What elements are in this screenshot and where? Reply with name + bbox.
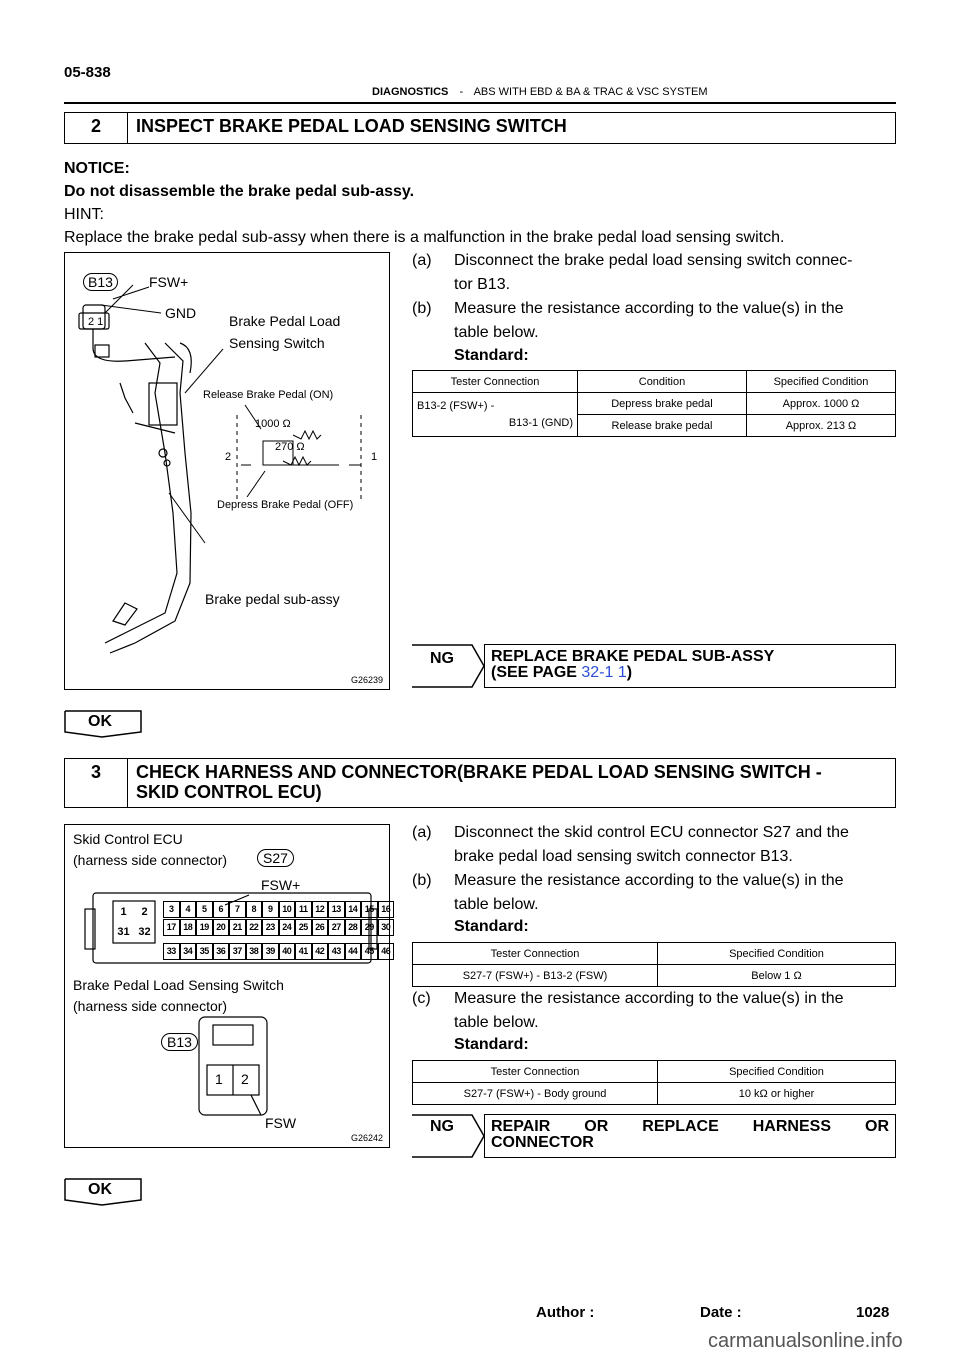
pin: 3 bbox=[163, 901, 180, 918]
ng-tag bbox=[412, 1114, 472, 1158]
table-cell-connection: S27-7 (FSW+) - B13-2 (FSW) bbox=[413, 965, 658, 987]
step-3-header bbox=[64, 758, 896, 808]
step-3c-text: Measure the resistance according to the value(s) in the bbox=[454, 990, 844, 1007]
resistor-1000-label: 1000 Ω bbox=[255, 418, 291, 430]
release-label: Release Brake Pedal (ON) bbox=[203, 389, 334, 401]
pin: 23 bbox=[262, 919, 279, 936]
pin: 17 bbox=[163, 919, 180, 936]
pin: 10 bbox=[279, 901, 296, 918]
b13-pin-2: 2 bbox=[241, 1071, 249, 1087]
step-3b-cont: table below. bbox=[454, 896, 539, 913]
pin: 41 bbox=[295, 943, 312, 960]
pin: 26 bbox=[312, 919, 329, 936]
step-3b-letter: (b) bbox=[412, 872, 432, 889]
footer-page-number: 1028 bbox=[856, 1304, 890, 1321]
notice-text: Do not disassemble the brake pedal sub-assy. bbox=[64, 183, 415, 200]
pin: 32 bbox=[138, 926, 151, 938]
th-condition: Condition bbox=[578, 371, 747, 393]
b13-pin-1: 1 bbox=[215, 1071, 223, 1087]
pin: 20 bbox=[213, 919, 230, 936]
pin: 46 bbox=[378, 943, 395, 960]
pin: 44 bbox=[345, 943, 362, 960]
fsw-label: FSW bbox=[265, 1115, 297, 1131]
pin: 33 bbox=[163, 943, 180, 960]
pin-1-label: 1 bbox=[371, 451, 378, 463]
pin: 14 bbox=[345, 901, 362, 918]
th-specified-condition: Specified Condition bbox=[658, 943, 896, 965]
ng-label: NG bbox=[430, 1118, 454, 1135]
pin: 13 bbox=[328, 901, 345, 918]
spec-table-step3b bbox=[412, 942, 896, 987]
pin: 25 bbox=[295, 919, 312, 936]
step-2-header bbox=[64, 112, 896, 144]
pin: 39 bbox=[262, 943, 279, 960]
connector-b13-label-2: B13 bbox=[161, 1033, 198, 1051]
figure-connectors bbox=[64, 824, 390, 1148]
pin: 29 bbox=[361, 919, 378, 936]
section-name: DIAGNOSTICS bbox=[372, 86, 449, 98]
step-3a-cont: brake pedal load sensing switch connector B13. bbox=[454, 848, 793, 865]
step-2a-text: Disconnect the brake pedal load sensing switch connec- bbox=[454, 252, 853, 269]
see-page-suffix: ) bbox=[626, 664, 633, 681]
step-3c-cont: table below. bbox=[454, 1014, 539, 1031]
th-tester-connection: Tester Connection bbox=[413, 943, 658, 965]
switch-label-line2: Sensing Switch bbox=[229, 335, 325, 351]
pin: 34 bbox=[180, 943, 197, 960]
pin: 18 bbox=[180, 919, 197, 936]
step-3-title-line1: CHECK HARNESS AND CONNECTOR(BRAKE PEDAL LOAD SENSING SWITCH - bbox=[136, 762, 822, 782]
step-2a-cont: tor B13. bbox=[454, 276, 511, 293]
table-cell-spec: 10 kΩ or higher bbox=[658, 1083, 896, 1105]
step-2-title: INSPECT BRAKE PEDAL LOAD SENSING SWITCH bbox=[136, 116, 567, 136]
ng-action-line1: REPAIR OR REPLACE HARNESS OR bbox=[491, 1118, 889, 1135]
connection-line2: B13-1 (GND) bbox=[508, 416, 573, 429]
gnd-label: GND bbox=[165, 305, 197, 321]
step-3-title-line2: SKID CONTROL ECU) bbox=[136, 782, 322, 802]
pin: 8 bbox=[246, 901, 263, 918]
switch-label-line1: Brake Pedal Load Sensing Switch bbox=[73, 977, 284, 993]
pin: 40 bbox=[279, 943, 296, 960]
pin: 16 bbox=[378, 901, 395, 918]
pin: 21 bbox=[229, 919, 246, 936]
pin: 35 bbox=[196, 943, 213, 960]
ecu-label-line2: (harness side connector) bbox=[73, 852, 228, 868]
ecu-label-line1: Skid Control ECU bbox=[73, 831, 183, 847]
table-cell-connection: S27-7 (FSW+) - Body ground bbox=[413, 1083, 658, 1105]
notice-label: NOTICE: bbox=[64, 160, 130, 177]
pin: 45 bbox=[361, 943, 378, 960]
ecu-pin-row bbox=[163, 943, 394, 960]
ok-label: OK bbox=[88, 713, 112, 730]
pin: 24 bbox=[279, 919, 296, 936]
th-specified-condition: Specified Condition bbox=[658, 1061, 896, 1083]
section-title: ABS WITH EBD & BA & TRAC & VSC SYSTEM bbox=[473, 86, 708, 98]
ng-action-line2: CONNECTOR bbox=[491, 1134, 594, 1151]
pin: 1 bbox=[120, 906, 127, 918]
pin: 2 bbox=[141, 906, 148, 918]
th-tester-connection: Tester Connection bbox=[413, 371, 578, 393]
figure-brake-pedal bbox=[64, 252, 390, 690]
connector-s27-label: S27 bbox=[257, 849, 294, 867]
author-label: Author : bbox=[536, 1304, 595, 1321]
pin: 5 bbox=[196, 901, 213, 918]
ng-action bbox=[484, 644, 896, 688]
figure-id: G26239 bbox=[351, 675, 384, 685]
ecu-pin-row bbox=[163, 919, 394, 936]
header-rule bbox=[64, 102, 896, 104]
th-tester-connection: Tester Connection bbox=[413, 1061, 658, 1083]
ng-action bbox=[484, 1114, 896, 1158]
step-2b-cont: table below. bbox=[454, 324, 539, 341]
date-label: Date : bbox=[700, 1304, 742, 1321]
step-3a-text: Disconnect the skid control ECU connector S27 and the bbox=[454, 824, 849, 841]
figure-id: G26242 bbox=[351, 1133, 384, 1143]
ok-tag-step2 bbox=[64, 710, 140, 734]
watermark: carmanualsonline.info bbox=[708, 1330, 903, 1352]
pin: 42 bbox=[312, 943, 329, 960]
pin: 38 bbox=[246, 943, 263, 960]
pin: 36 bbox=[213, 943, 230, 960]
table-cell-condition: Depress brake pedal bbox=[578, 393, 747, 415]
table-cell-spec: Approx. 213 Ω bbox=[747, 415, 896, 437]
th-specified-condition: Specified Condition bbox=[747, 371, 896, 393]
ng-action-line2 bbox=[491, 665, 889, 681]
table-cell-connection bbox=[413, 393, 578, 437]
fsw-plus-label: FSW+ bbox=[149, 274, 189, 290]
pin: 6 bbox=[213, 901, 230, 918]
pin: 28 bbox=[345, 919, 362, 936]
ng-label: NG bbox=[430, 650, 454, 667]
step-3b-text: Measure the resistance according to the value(s) in the bbox=[454, 872, 844, 889]
pin: 37 bbox=[229, 943, 246, 960]
see-page-prefix: (SEE PAGE bbox=[491, 664, 582, 681]
brake-pedal-illustration bbox=[65, 253, 389, 689]
ecu-pin-row bbox=[163, 901, 394, 918]
resistor-270-label: 270 Ω bbox=[275, 441, 305, 453]
table-cell-spec: Below 1 Ω bbox=[658, 965, 896, 987]
spec-table-step3c bbox=[412, 1060, 896, 1105]
standard-label: Standard: bbox=[454, 918, 529, 935]
step-2a-letter: (a) bbox=[412, 252, 432, 269]
ecu-left-pins bbox=[113, 902, 155, 942]
step-3-title bbox=[128, 759, 895, 807]
depress-label: Depress Brake Pedal (OFF) bbox=[217, 499, 354, 511]
page-number: 05-838 bbox=[64, 64, 111, 81]
b13-pin-label: 2 1 bbox=[88, 316, 104, 328]
connection-line1: B13-2 (FSW+) - bbox=[417, 399, 495, 412]
pin: 7 bbox=[229, 901, 246, 918]
table-cell-spec: Approx. 1000 Ω bbox=[747, 393, 896, 415]
pin: 19 bbox=[196, 919, 213, 936]
pin: 27 bbox=[328, 919, 345, 936]
pin: 15 bbox=[361, 901, 378, 918]
step-3c-letter: (c) bbox=[412, 990, 431, 1007]
pin: 9 bbox=[262, 901, 279, 918]
fsw-plus-label-2: FSW+ bbox=[261, 877, 301, 893]
pin: 43 bbox=[328, 943, 345, 960]
pin: 31 bbox=[117, 926, 130, 938]
standard-label: Standard: bbox=[454, 1036, 529, 1053]
switch-label-line2: (harness side connector) bbox=[73, 998, 228, 1014]
spec-table-step2 bbox=[412, 370, 896, 437]
pin-2-label: 2 bbox=[225, 451, 232, 463]
ng-action-line1: REPLACE BRAKE PEDAL SUB-ASSY bbox=[491, 648, 775, 665]
hint-label: HINT: bbox=[64, 206, 104, 223]
page-link[interactable]: 32-1 1 bbox=[581, 664, 627, 681]
pin: 12 bbox=[312, 901, 329, 918]
hint-text: Replace the brake pedal sub-assy when there is a malfunction in the brake pedal load sensing switch. bbox=[64, 229, 785, 246]
connector-b13-label: B13 bbox=[83, 273, 118, 291]
ok-tag-step3 bbox=[64, 1178, 140, 1202]
table-cell-condition: Release brake pedal bbox=[578, 415, 747, 437]
header-separator: - bbox=[459, 86, 464, 98]
section-header bbox=[372, 86, 708, 98]
switch-label-line1: Brake Pedal Load bbox=[229, 313, 341, 329]
step-3-number: 3 bbox=[65, 759, 128, 807]
standard-label: Standard: bbox=[454, 347, 529, 364]
ng-box-step2 bbox=[412, 644, 896, 688]
ng-box-step3 bbox=[412, 1114, 896, 1158]
pin: 22 bbox=[246, 919, 263, 936]
ok-label: OK bbox=[88, 1181, 112, 1198]
pin: 30 bbox=[378, 919, 395, 936]
step-2-number: 2 bbox=[65, 113, 128, 143]
ng-tag bbox=[412, 644, 472, 688]
step-3a-letter: (a) bbox=[412, 824, 432, 841]
step-2b-text: Measure the resistance according to the value(s) in the bbox=[454, 300, 844, 317]
pedal-label: Brake pedal sub-assy bbox=[205, 591, 340, 607]
pin: 4 bbox=[180, 901, 197, 918]
pin: 11 bbox=[295, 901, 312, 918]
step-2b-letter: (b) bbox=[412, 300, 432, 317]
